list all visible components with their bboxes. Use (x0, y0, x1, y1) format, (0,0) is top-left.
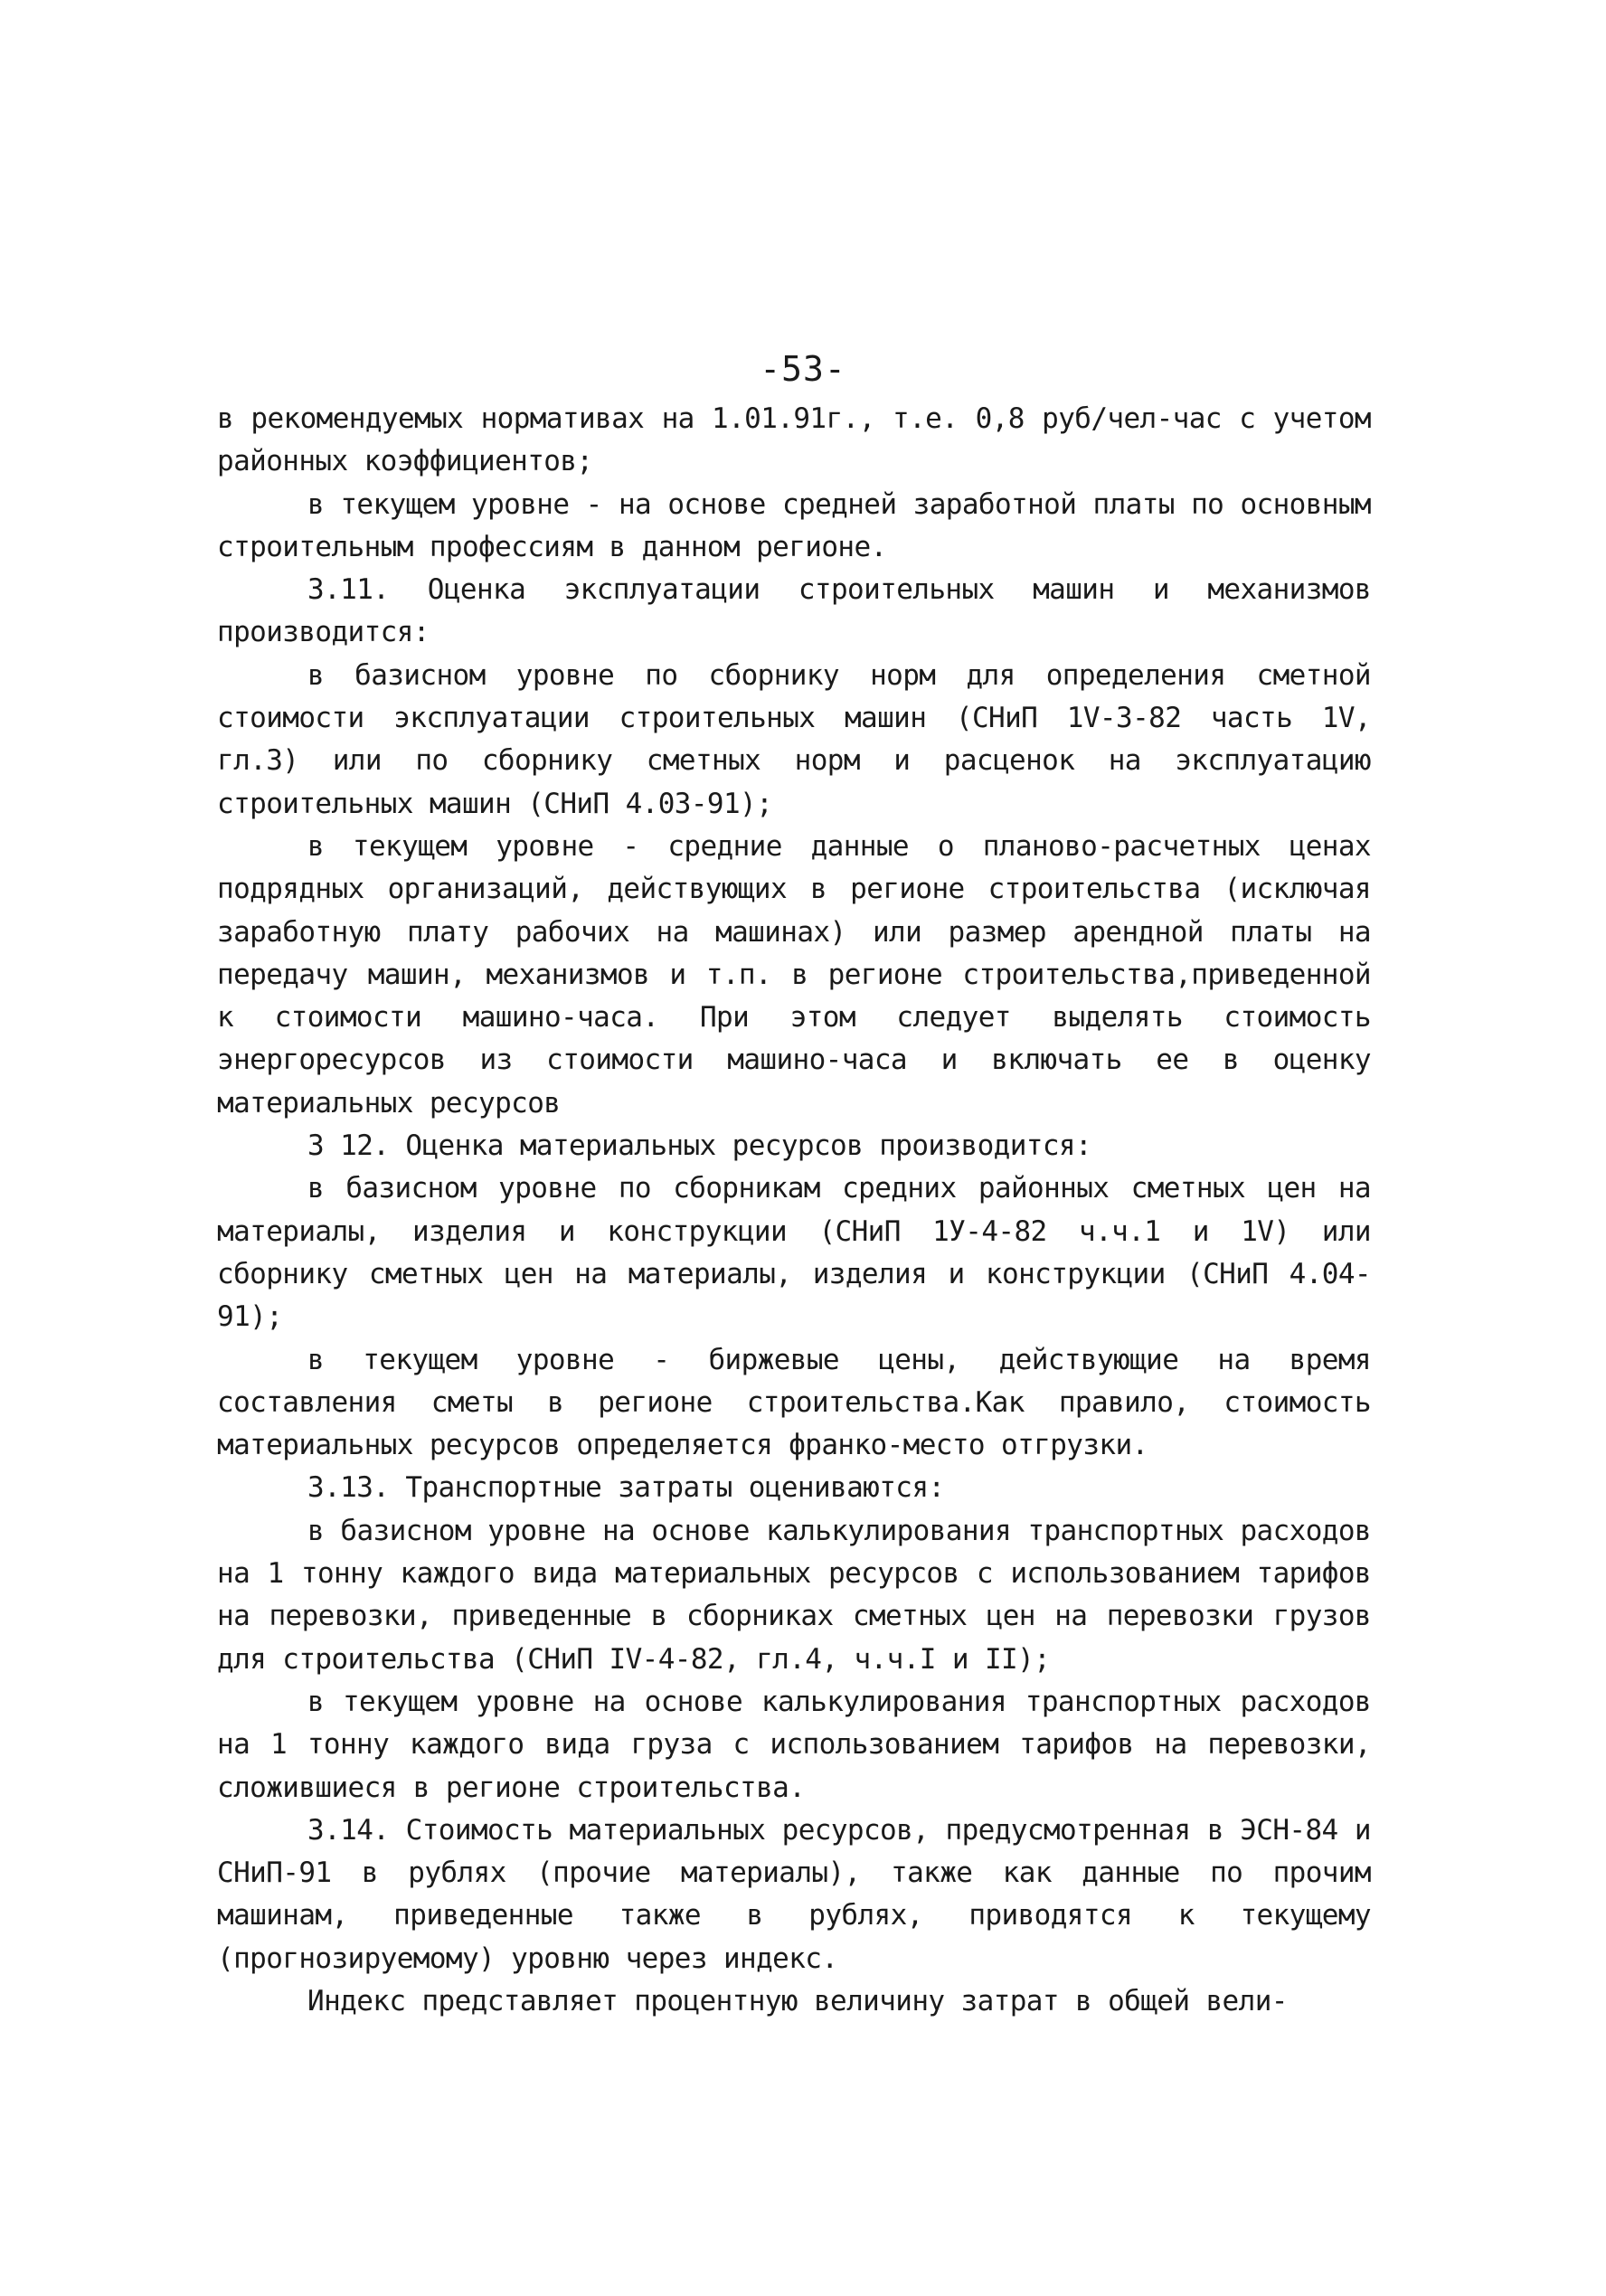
page-number: -53- (760, 349, 846, 389)
paragraph-7: в базисном уровне по сборникам средних районных сметных цен на материалы, изделия и конструкции (СНиП 1У-4-82 ч.ч.1 и 1V) или сборнику сметных цен на материалы, изделия и конструкции (СНиП 4.04-91); (217, 1172, 1371, 1334)
paragraph-3: 3.11. Оценка эксплуатации строительных машин и механизмов производится: (217, 573, 1371, 649)
paragraph-2: в текущем уровне - на основе средней заработной платы по основным строительным профессиям в данном регионе. (217, 487, 1371, 563)
paragraph-5: в текущем уровне - средние данные о планово-расчетных ценах подрядных организаций, действующих в регионе строительства (исключая заработную плату рабочих на машинах) или размер арендной платы на передачу машин, механизмов и т.п. в регионе строительства,приведенной к стоимости машино-часа. При этом следует выделять стоимость энергоресурсов из стоимости машино-часа и включать ее в оценку материальных ресурсов (217, 829, 1371, 1120)
document-body (217, 398, 1371, 2023)
paragraph-11: в текущем уровне на основе калькулирования транспортных расходов на 1 тонну каждого вида груза с использованием тарифов на перевозки, сложившиеся в регионе строительства. (217, 1685, 1371, 1804)
paragraph-13: Индекс представляет процентную величину затрат в общей вели- (307, 1984, 1288, 2017)
paragraph-1: в рекомендуемых нормативах на 1.01.91г., т.е. 0,8 руб/чел-час с учетом районных коэффициентов; (217, 402, 1371, 478)
paragraph-4: в базисном уровне по сборнику норм для определения сметной стоимости эксплуатации строительных машин (СНиП 1V-3-82 часть 1V, гл.3) или по сборнику сметных норм и расценок на эксплуатацию строительных машин (СНиП 4.03-91); (217, 658, 1371, 820)
paragraph-6: 3 12. Оценка материальных ресурсов производится: (307, 1129, 1092, 1163)
paragraph-10: в базисном уровне на основе калькулирования транспортных расходов на 1 тонну каждого вида материальных ресурсов с использованием тарифов на перевозки, приведенные в сборниках сметных цен на перевозки грузов для строительства (СНиП IV-4-82, гл.4, ч.ч.I и II); (217, 1514, 1371, 1676)
paragraph-8: в текущем уровне - биржевые цены, действующие на время составления сметы в регионе строительства.Как правило, стоимость материальных ресурсов определяется франко-место отгрузки. (217, 1343, 1371, 1462)
paragraph-9: 3.13. Транспортные затраты оцениваются: (307, 1471, 945, 1505)
paragraph-12: 3.14. Стоимость материальных ресурсов, предусмотренная в ЭСН-84 и СНиП-91 в рублях (прочие материалы), также как данные по прочим машинам, приведенные также в рублях, приводятся к текущему (прогнозируемому) уровню через индекс. (217, 1813, 1371, 1975)
